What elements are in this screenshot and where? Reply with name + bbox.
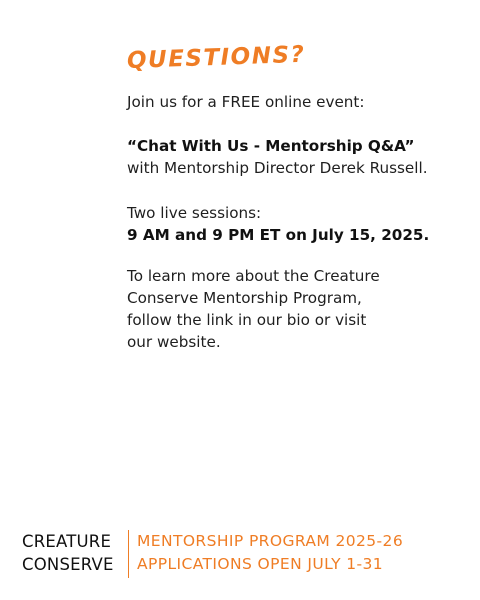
questions-heading: QUESTIONS? (126, 41, 306, 74)
program-tagline (137, 530, 403, 576)
learn-more-line: our website. (127, 333, 221, 351)
sessions-times: 9 AM and 9 PM ET on July 15, 2025. (127, 226, 430, 244)
learn-more-line: Conserve Mentorship Program, (127, 289, 362, 307)
sessions-label: Two live sessions: (127, 204, 262, 222)
creature-conserve-logo (22, 530, 114, 576)
tagline-line: APPLICATIONS OPEN JULY 1-31 (137, 555, 384, 573)
logo-line: CONSERVE (22, 555, 114, 574)
event-host: with Mentorship Director Derek Russell. (127, 159, 428, 177)
footer-divider (128, 530, 129, 578)
event-title: “Chat With Us - Mentorship Q&A” (127, 137, 415, 155)
learn-more-line: follow the link in our bio or visit (127, 311, 367, 329)
learn-more-line: To learn more about the Creature (127, 267, 380, 285)
intro-text: Join us for a FREE online event: (127, 93, 365, 111)
logo-line: CREATURE (22, 532, 112, 551)
tagline-line: MENTORSHIP PROGRAM 2025-26 (137, 532, 404, 550)
